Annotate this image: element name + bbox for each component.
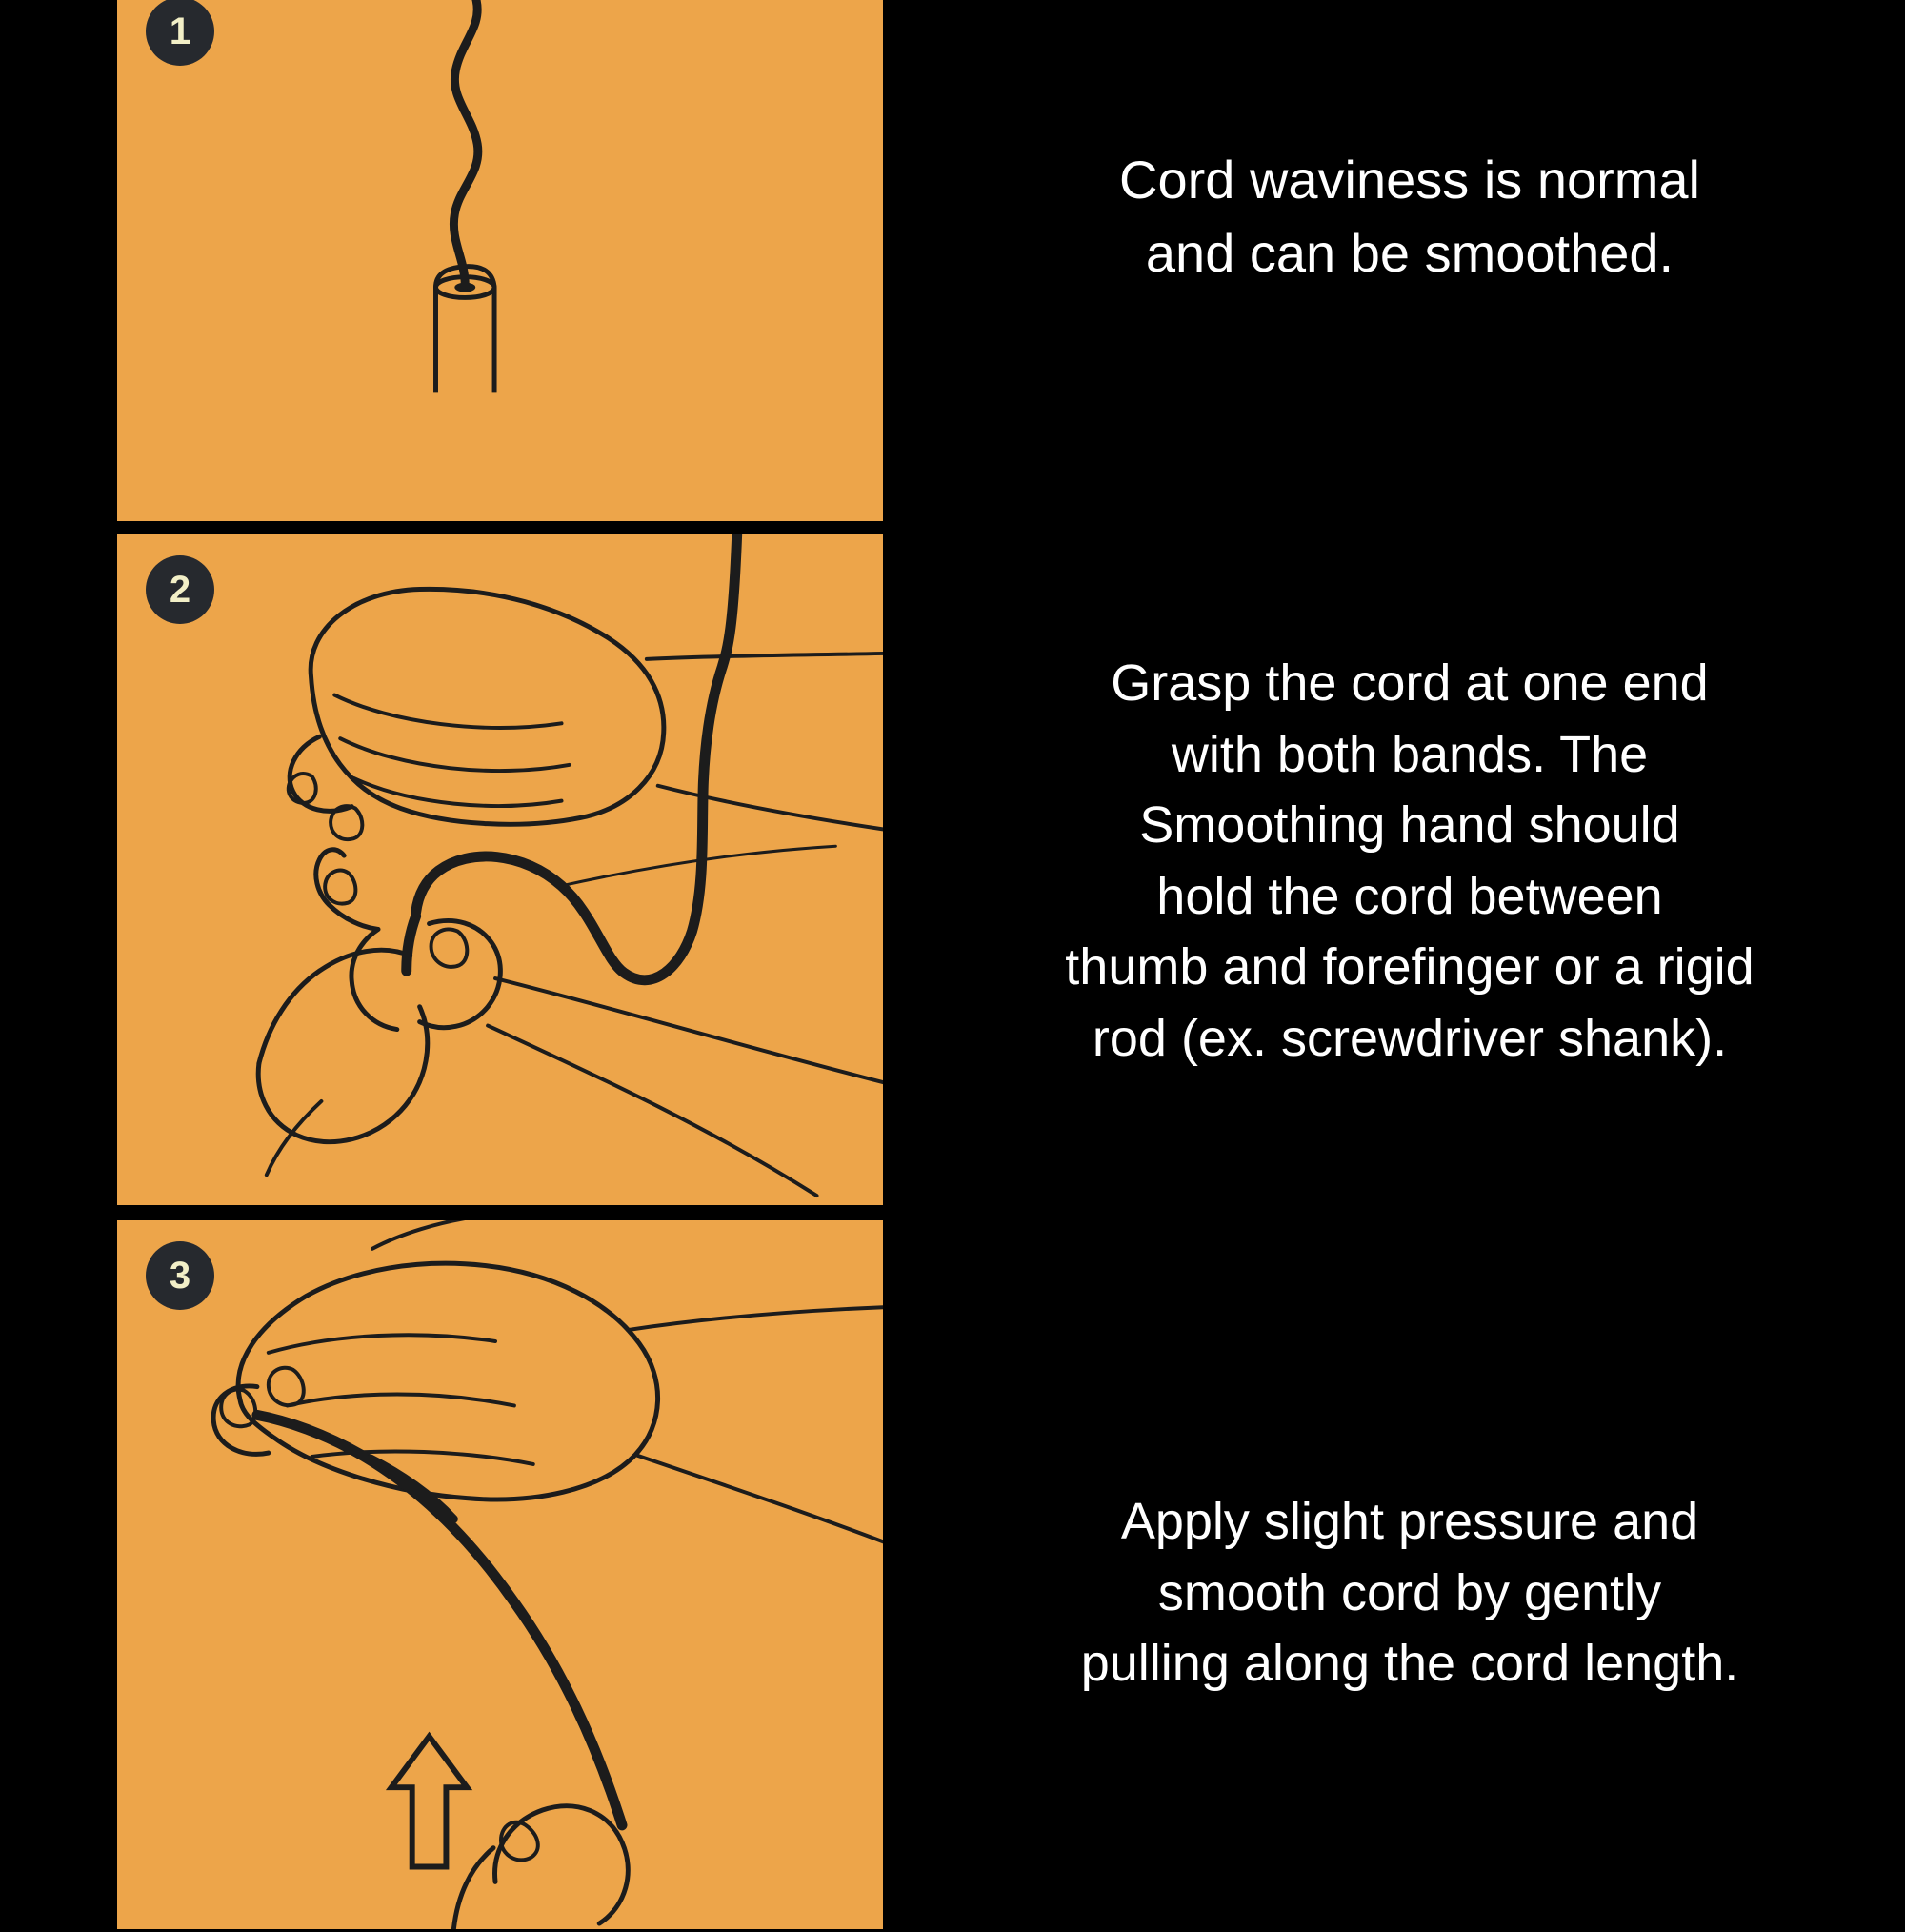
caption-line: Smoothing hand should [1139, 796, 1680, 855]
caption-step-3 [914, 1486, 1905, 1700]
caption-line: Grasp the cord at one end [1111, 654, 1709, 712]
caption-line: with both bands. The [1171, 725, 1649, 783]
caption-line: Cord waviness is normal [1119, 150, 1700, 210]
caption-line: hold the cord between [1156, 867, 1663, 925]
caption-column [914, 0, 1905, 1905]
caption-line: pulling along the cord length. [1080, 1635, 1739, 1693]
caption-line: and can be smoothed. [1145, 223, 1674, 284]
panel-column [114, 0, 886, 1905]
caption-step-2 [914, 648, 1905, 1074]
hand-pulling-cord-illustration [117, 1220, 883, 1929]
panel-badge-3: 3 [146, 1241, 214, 1310]
caption-line: Apply slight pressure and [1120, 1493, 1699, 1550]
panel-badge-2: 2 [146, 555, 214, 624]
caption-line: rod (ex. screwdriver shank). [1092, 1009, 1728, 1067]
cord-exiting-cylindrical-grip-illustration [117, 0, 883, 521]
caption-line: smooth cord by gently [1157, 1563, 1662, 1621]
panel-smoothing-cord-pull [114, 1218, 886, 1932]
panel-wavy-cord-exiting-grip [114, 0, 886, 524]
panel-badge-1: 1 [146, 0, 214, 66]
two-hands-holding-cord-illustration [117, 534, 883, 1205]
caption-line: thumb and forefinger or a rigid [1065, 938, 1755, 996]
caption-step-1 [914, 143, 1905, 291]
panel-hands-grasping-cord [114, 532, 886, 1208]
